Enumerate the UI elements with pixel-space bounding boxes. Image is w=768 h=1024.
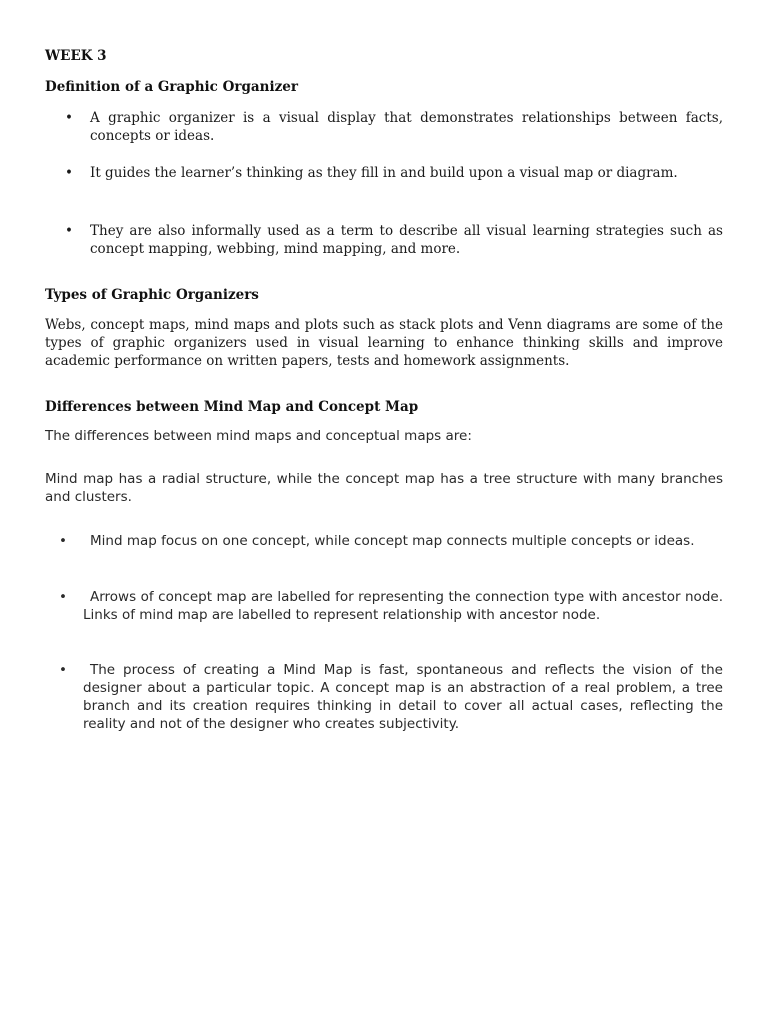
bullet-icon: • — [65, 223, 73, 239]
section-heading-differences: Differences between Mind Map and Concept Map — [45, 399, 419, 415]
bullet-text: A graphic organizer is a visual display that demonstrates relationships between facts, concepts or ideas. — [90, 110, 723, 144]
bullet-text: The process of creating a Mind Map is fast, spontaneous and reflects the vision of the designer about a particular topic. A concept map is an abstraction of a real problem, a tree branch and its creation requires thinking in detail to cover all actual cases, reflecting the reality and not of the designer who creates subjectivity. — [83, 662, 723, 732]
bullet-text: Arrows of concept map are labelled for representing the connection type with ancestor node. Links of mind map are labelled to represent relationship with ancestor node. — [83, 589, 723, 623]
bullet-icon: • — [59, 662, 67, 678]
week-title: WEEK 3 — [45, 48, 107, 64]
bullet-icon: • — [65, 165, 73, 181]
bullet-icon: • — [59, 589, 67, 605]
section-heading-definition: Definition of a Graphic Organizer — [45, 79, 298, 95]
section-heading-types: Types of Graphic Organizers — [45, 287, 259, 303]
differences-intro: The differences between mind maps and conceptual maps are: — [45, 428, 472, 444]
bullet-icon: • — [65, 110, 73, 126]
bullet-text: Mind map focus on one concept, while concept map connects multiple concepts or ideas. — [90, 533, 695, 549]
bullet-text: It guides the learner’s thinking as they fill in and build upon a visual map or diagram. — [90, 165, 678, 181]
differences-paragraph: Mind map has a radial structure, while the concept map has a tree structure with many branches and clusters. — [45, 471, 723, 505]
bullet-text: They are also informally used as a term to describe all visual learning strategies such as concept mapping, webbing, mind mapping, and more. — [90, 223, 723, 257]
types-paragraph: Webs, concept maps, mind maps and plots such as stack plots and Venn diagrams are some of the types of graphic organizers used in visual learning to enhance thinking skills and improve academic performance on written papers, tests and homework assignments. — [45, 317, 723, 369]
bullet-icon: • — [59, 533, 67, 549]
